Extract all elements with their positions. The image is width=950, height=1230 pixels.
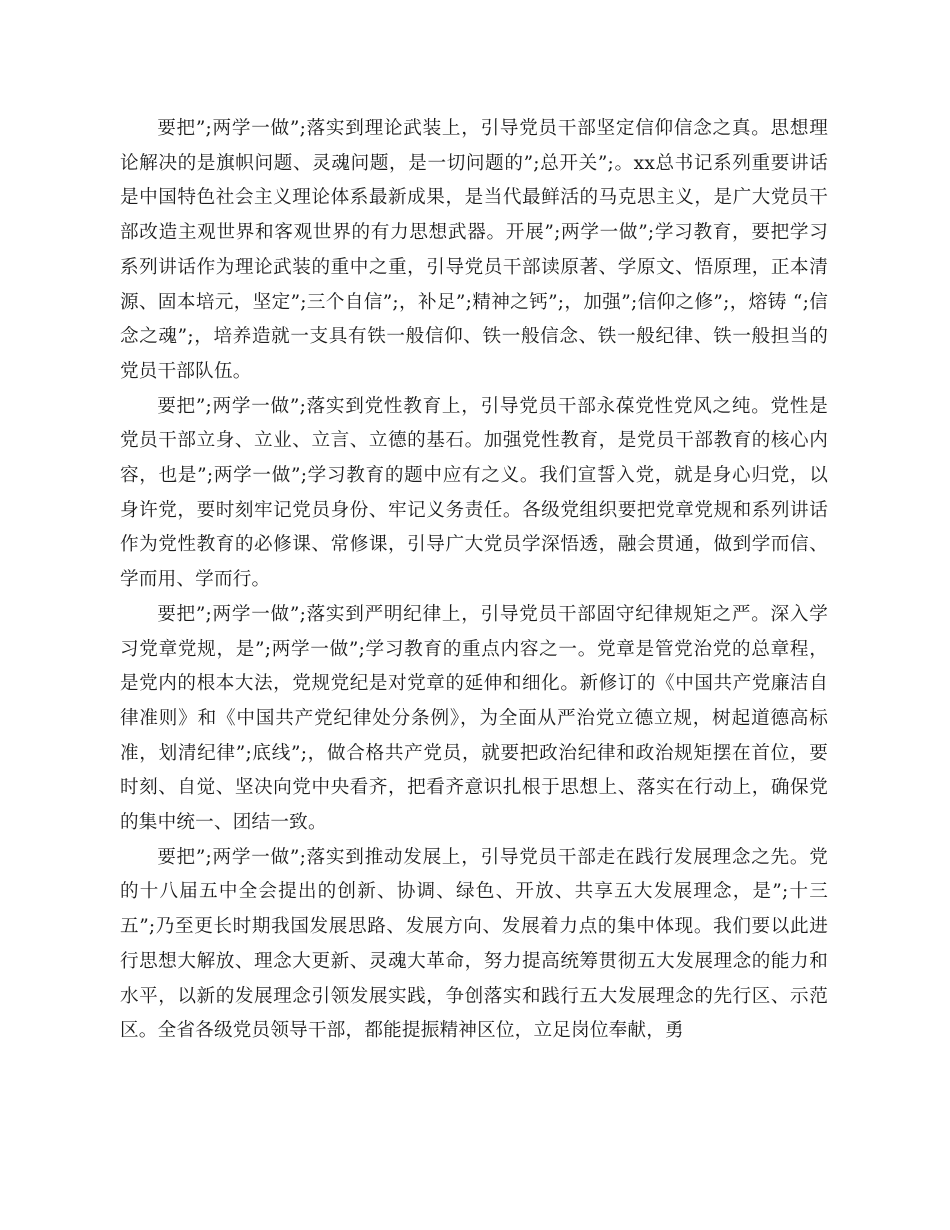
paragraph-discipline: 要把”;两学一做”;落实到严明纪律上，引导党员干部固守纪律规矩之严。深入学习党章党规，是”;两学一做”;学习教育的重点内容之一。党章是管党治党的总章程，是党内的根本大法，党规党纪是对党章的延伸和细化。新修订的《中国共产党廉洁自律准则》和《中国共产党纪律处分条例》，为全面从严治党立德立规，树起道德高标准，划清纪律”;底线”;，做合格共产党员，就要把政治纪律和政治规矩摆在首位，要时刻、自觉、坚决向党中央看齐，把看齐意识扎根于思想上、落实在行动上，确保党的集中统一、团结一致。: [120, 603, 828, 834]
paragraph-theory: 要把”;两学一做”;落实到理论武装上，引导党员干部坚定信仰信念之真。思想理论解决的是旗帜问题、灵魂问题，是一切问题的”;总开关”;。xx总书记系列重要讲话是中国特色社会主义理论体系最新成果，是当代最鲜活的马克思主义，是广大党员干部改造主观世界和客观世界的有力思想武器。开展”;两学一做”;学习教育，要把学习系列讲话作为理论武装的重中之重，引导党员干部读原著、学原文、悟原理，正本清源、固本培元，坚定”;三个自信”;，补足”;精神之钙”;，加强”;信仰之修”;，熔铸 “;信念之魂”;，培养造就一支具有铁一般信仰、铁一般信念、铁一般纪律、铁一般担当的党员干部队伍。: [120, 118, 828, 382]
paragraph-development: 要把”;两学一做”;落实到推动发展上，引导党员干部走在践行发展理念之先。党的十八届五中全会提出的创新、协调、绿色、开放、共享五大发展理念，是”;十三五”;乃至更长时期我国发展思路、发展方向、发展着力点的集中体现。我们要以此进行思想大解放、理念大更新、灵魂大革命，努力提高统筹贯彻五大发展理念的能力和水平，以新的发展理念引领发展实践，争创落实和践行五大发展理念的先行区、示范区。全省各级党员领导干部，都能提振精神区位，立足岗位奉献，勇: [120, 846, 828, 1042]
document-body: [120, 112, 828, 1049]
paragraph-party-spirit: 要把”;两学一做”;落实到党性教育上，引导党员干部永葆党性党风之纯。党性是党员干部立身、立业、立言、立德的基石。加强党性教育，是党员干部教育的核心内容，也是”;两学一做”;学习教育的题中应有之义。我们宣誓入党，就是身心归党，以身许党，要时刻牢记党员身份、牢记义务责任。各级党组织要把党章党规和系列讲话作为党性教育的必修课、常修课，引导广大党员学深悟透，融会贯通，做到学而信、学而用、学而行。: [120, 395, 828, 591]
